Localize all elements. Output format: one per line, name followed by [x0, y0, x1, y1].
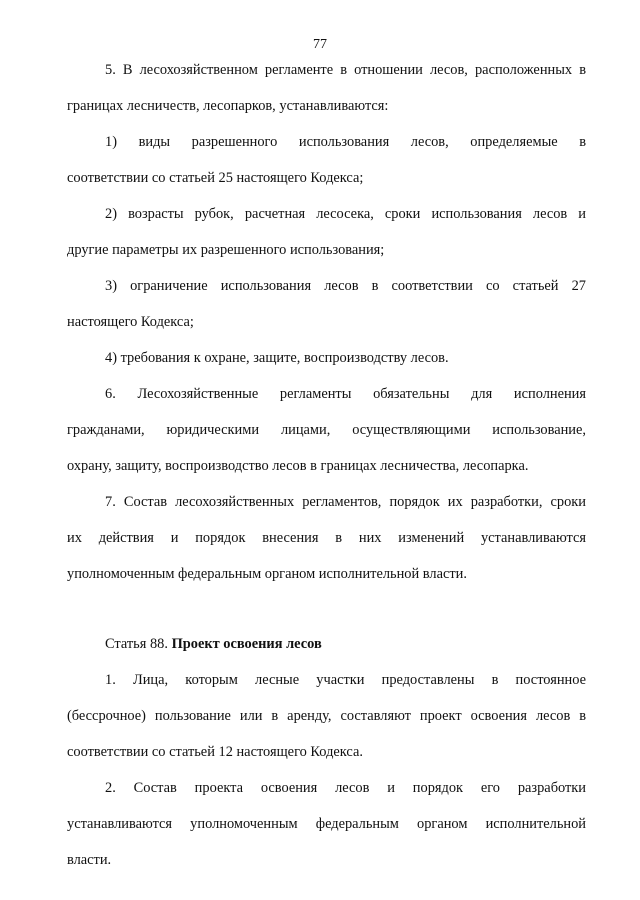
- paragraph-line: 5. В лесохозяйственном регламенте в отношении лесов, расположенных в: [105, 62, 586, 78]
- paragraph-7: [67, 492, 586, 600]
- paragraph-line: 1) виды разрешенного использования лесов, определяемые в: [105, 134, 586, 150]
- article-88-paragraph-1: [67, 670, 586, 778]
- paragraph-5: [67, 60, 586, 132]
- paragraph-line: 6. Лесохозяйственные регламенты обязательны для исполнения: [105, 386, 586, 402]
- paragraph-line: границах лесничеств, лесопарков, устанавливаются:: [67, 98, 389, 114]
- paragraph-line: настоящего Кодекса;: [67, 314, 194, 330]
- paragraph-line: (бессрочное) пользование или в аренду, составляют проект освоения лесов в: [67, 708, 586, 724]
- paragraph-line: соответствии со статьей 12 настоящего Кодекса.: [67, 744, 363, 760]
- list-item-4: [67, 348, 586, 384]
- list-item-3: [67, 276, 586, 348]
- paragraph-line: 1. Лица, которым лесные участки предоставлены в постоянное: [105, 672, 586, 688]
- paragraph-line: 2. Состав проекта освоения лесов и порядок его разработки: [105, 780, 586, 796]
- article-label: Статья 88.: [105, 636, 168, 652]
- article-88-paragraph-2: [67, 778, 586, 886]
- paragraph-6: [67, 384, 586, 492]
- paragraph-line: 7. Состав лесохозяйственных регламентов, порядок их разработки, сроки: [105, 494, 586, 510]
- paragraph-line: уполномоченным федеральным органом исполнительной власти.: [67, 566, 467, 582]
- paragraph-line: гражданами, юридическими лицами, осуществляющими использование,: [67, 422, 586, 438]
- paragraph-line: 4) требования к охране, защите, воспроизводству лесов.: [105, 350, 449, 366]
- paragraph-line: 3) ограничение использования лесов в соответствии со статьей 27: [105, 278, 586, 294]
- article-title: Проект освоения лесов: [171, 636, 322, 652]
- paragraph-line: их действия и порядок внесения в них изменений устанавливаются: [67, 530, 586, 546]
- paragraph-line: охрану, защиту, воспроизводство лесов в границах лесничества, лесопарка.: [67, 458, 529, 474]
- list-item-1: [67, 132, 586, 204]
- paragraph-line: устанавливаются уполномоченным федеральным органом исполнительной: [67, 816, 586, 832]
- page-number: 77: [313, 37, 327, 52]
- article-87-continuation: [67, 60, 586, 886]
- paragraph-line: соответствии со статьей 25 настоящего Кодекса;: [67, 170, 364, 186]
- section-gap: [67, 600, 586, 634]
- paragraph-line: другие параметры их разрешенного использования;: [67, 242, 385, 258]
- paragraph-line: 2) возрасты рубок, расчетная лесосека, сроки использования лесов и: [105, 206, 586, 222]
- list-item-2: [67, 204, 586, 276]
- paragraph-line: власти.: [67, 852, 112, 868]
- article-heading: [67, 634, 586, 670]
